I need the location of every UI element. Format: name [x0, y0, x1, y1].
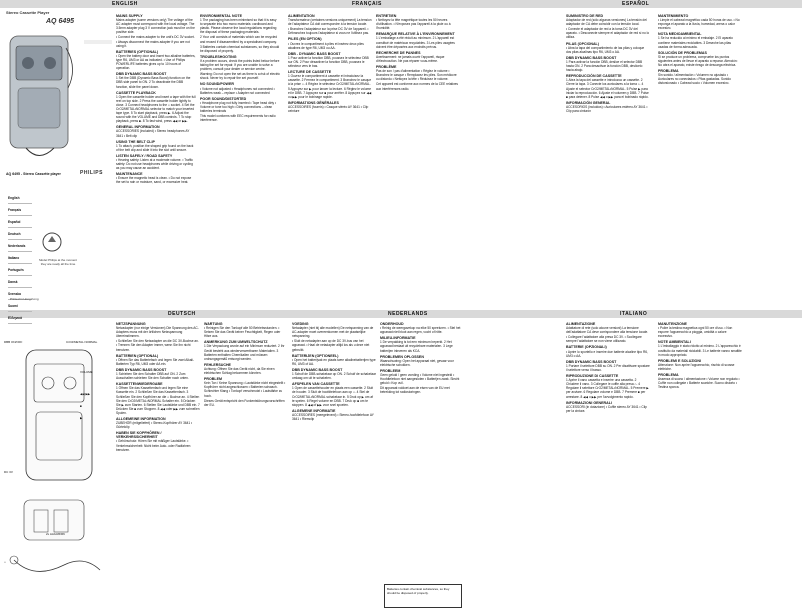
section-heading: SOLUCIÓN DE PROBLEMAS: [658, 50, 707, 55]
decor-strip: [84, 40, 112, 44]
paragraph: 1 Die Verpackung wurde auf ein Minimum reduziert. 2 Ihr Gerät besteht aus wiederverwertbaren Materialien. 3 Batterien enthalten Chemikalien und müssen ordnungsgemäß entsorgt werden.: [204, 344, 285, 361]
nav-item-italiano[interactable]: Italiano: [8, 252, 32, 264]
section-heading: HABEN SIE KOPFHÖREN / VERKEHRSSICHERHEIT: [116, 431, 162, 440]
section-heading: MANUTENZIONE: [658, 322, 687, 326]
section-heading: DBB DYNAMIC BASS BOOST: [566, 359, 617, 364]
printed-in: Printed in Hong Kong: [10, 297, 39, 301]
paragraph: 3 Batteries contain chemical substances, so they should be disposed of properly.: [200, 44, 280, 53]
section-heading: PROBLEM: [204, 377, 222, 382]
paragraph: Pas de son / pas d'alimentation • Réglez le volume • Branchez le casque • Remplacez les piles. Son médiocre ou distordu • Nettoyez la tête • Réduisez le volume.: [376, 69, 457, 82]
recycle-icon: [40, 230, 64, 254]
section-heading: PROBLEMI E SOLUZIONI: [658, 358, 701, 363]
paragraph: 1 Open de cassettehouder en plaats een cassette. 2 Sluit de houder. 3 Sluit de hoofdtelefoon aan op ⌂. 4 Stel de CrO2/METAL•NORMAL schakelaar in. 5 Druk op ▶ om af te spelen. 6 Regel volume en DBB. 7 Druk op ■ om te stoppen. 8 ◀◀ of ▶▶ voor snel spoelen.: [292, 386, 373, 407]
paragraph: • Ouvrez le compartiment à piles et insérez deux piles alcalines de type R6, UM3 ou AA.: [288, 41, 364, 50]
it-column-2: [658, 320, 742, 612]
label-wind: ◀◀ ▶▶: [80, 392, 91, 396]
section-heading: PROBLEMA: [658, 69, 679, 74]
paragraph: 1 Schuif de DBB-schakelaar op ON. 2 Schuif de schakelaar omlaag om uit te schakelen.: [292, 372, 376, 381]
paragraph: ACCESSOIRES (fournis) • Casque stéréo AY 3641 • Clip ceinture: [288, 104, 369, 113]
paragraph: • Volume not adjusted • Headphones not connected • Batteries weak – replace • Adapter not connected: [200, 86, 275, 95]
fr-column-2: [376, 12, 460, 308]
en-column-2: [200, 12, 280, 308]
paragraph: • Conecte el adaptador de red a la toma DC 3V del aparato. • Desconecte siempre el adaptador de red si no lo utiliza.: [566, 27, 650, 40]
paragraph: • Open het batterijvak en plaats twee alkalinebatterijen type R6, UM3 of AA.: [292, 357, 376, 366]
cover-subtitle: Stereo Cassette Player: [6, 10, 50, 15]
section-heading: LECTURE DE CASSETTE: [288, 70, 332, 75]
paragraph: ACCESORIOS (incluidos) • Auriculares estéreo AY 3641 • Clip para cinturón: [566, 104, 648, 113]
paragraph: 1 Abra la tapa del cassette e introduzca un cassette. 2 Cierre la tapa. 3 Conecte los auriculares a la toma ⌂. 4 Ajuste el selector CrO2/METAL•NORMAL. 5 Pulse ▶ para iniciar la reproducción. 6 Ajuste el volumen y DBB. 7 Pulse ■ para detener. 8 Pulse ◀◀ o ▶▶ para el bobinado rápido.: [566, 78, 649, 99]
section-heading: ALLGEMEINE INFORMATION: [116, 416, 166, 421]
section-heading: ALIMENTAZIONE: [566, 322, 596, 326]
lang-header-it: ITALIANO: [620, 311, 648, 317]
paragraph: 1 Schieben Sie den Schalter DBB auf ON. 2 Zum Ausschalten schieben Sie den Schalter nach unten.: [116, 372, 189, 381]
section-heading: MANTENIMIENTO: [658, 14, 689, 18]
paragraph: • Öffnen Sie das Batteriefach und legen Sie zwei Alkali-Batterien Typ R6, UM3 oder AA ein.: [116, 357, 194, 366]
en-column-1: [116, 12, 196, 308]
section-heading: ENVIRONMENTAL NOTE: [200, 14, 242, 18]
section-heading: PROBLEMA: [658, 373, 679, 378]
paragraph: • Reinigen Sie den Tonkopf alle 50 Betriebsstunden. • Setzen Sie das Gerät keiner Feuchtigkeit, Regen oder Hitze aus.: [204, 326, 281, 339]
section-heading: VOEDING: [292, 322, 309, 326]
paragraph: Achtung: Öffnen Sie das Gerät nicht, da Sie einen elektrischen Schlag bekommen könnten.: [204, 366, 275, 376]
section-heading: INFORMATIONS GÉNÉRALES: [288, 100, 339, 105]
section-heading: CASSETTE PLAYBACK: [116, 90, 156, 95]
nav-item-portugues[interactable]: Português: [8, 264, 32, 276]
paragraph: Waarschuwing: Open het apparaat niet, gevaar voor elektrische schokken.: [380, 358, 454, 367]
es-column-2: [658, 12, 742, 308]
philips-logo: PHILIPS: [80, 170, 103, 176]
es-column-1: [566, 12, 650, 308]
label-volume: VOLUME: [80, 370, 93, 374]
paragraph: Geen geluid / geen voeding • Volume niet ingesteld • Hoofdtelefoon niet aangesloten • Batterijen zwak. Slecht geluid • Kop vuil.: [380, 373, 460, 386]
section-heading: TROUBLESHOOTING: [200, 54, 237, 59]
paragraph: Transformateur (certaines versions uniquement) La tension de l'adaptateur CA doit correspondre à la tension locale.: [288, 18, 372, 27]
section-heading: POOR SOUND/DISTORTED: [200, 96, 247, 101]
nl-column-1: [292, 320, 376, 612]
section-heading: GENERAL INFORMATION: [116, 125, 160, 130]
paragraph: Dieses Gerät entspricht den Funkentstörungsvorschriften der EU.: [204, 398, 285, 407]
section-heading: SUMINISTRO DE RED: [566, 14, 604, 18]
paragraph: Attenzione: Non aprire l'apparecchio, rischio di scosse elettriche.: [658, 362, 735, 371]
paragraph: ACCESSORIES (included) • Stereo headphones AY 3641 • Belt clip: [116, 129, 190, 138]
section-heading: ANMERKUNG ZUM UMWELTSCHUTZ: [204, 340, 268, 345]
paragraph: • Schließen Sie den Netzadapter an die DC 3V-Buchse an. • Trennen Sie den Adapter immer, wenn Sie ihn nicht benutzen.: [116, 339, 199, 352]
section-heading: ALIMENTATION: [288, 14, 315, 18]
paragraph: • Headphone plug not fully inserted • Tape head dirty • Volume or tone too high • Dirty connections – clean batteries terminals: [200, 100, 277, 113]
cassette-player-illustration: [6, 28, 78, 168]
paragraph: • Aprire lo sportello e inserire due batterie alcaline tipo R6, UM3 o AA.: [566, 349, 648, 358]
section-heading: PROBLEMEN OPLOSSEN: [380, 354, 424, 359]
paragraph: If a problem occurs, check the points listed below before taking the set for repair. If you are unable to solve a problem, consult your dealer or service centre.: [200, 58, 280, 72]
fr-column-1: [288, 12, 372, 308]
paragraph: • Limpie el cabezal magnético cada 50 horas de uso. • No exponga el aparato a la lluvia, humedad, arena o calor excesivo.: [658, 18, 740, 31]
section-heading: REPRODUCCIÓN DE CASSETTE: [566, 74, 622, 79]
section-heading: WARTUNG: [204, 322, 223, 326]
section-heading: REMARQUE RELATIVE À L'ENVIRONNEMENT: [376, 32, 455, 37]
paragraph: 1 To attach, position the shaped grip found on the back of the belt clip and slide it into the slot until secure.: [116, 143, 194, 152]
language-nav: [8, 192, 32, 324]
paragraph: • Hearing safety: Listen at a moderate volume. • Traffic safety: Do not use headphones while driving or cycling as you may cause an accident.: [116, 158, 193, 171]
it-column-1: [566, 320, 650, 612]
paragraph: Avertissement: ne jamais ouvrir l'appareil, risque d'électrocution. Ne pas réparer vous-même.: [376, 54, 445, 63]
label-stop: ■: [80, 404, 82, 408]
de-column-1: [116, 320, 200, 612]
section-heading: BATTERIJEN (OPTIONEEL): [292, 353, 339, 358]
section-heading: BATTERIEN (OPTIONAL): [116, 353, 159, 358]
paragraph: Sin sonido / alimentación • Volumen no ajustado • Auriculares no conectados • Pilas gastadas. Sonido distorsionado • Cabezal sucio • Volumen excesivo.: [658, 73, 731, 86]
paragraph: Mains adapter (some versions only) The voltage of the AC adapter must correspond with the local voltage. The 3.5mm adapter plug 3 V connection jack must be on the positive side.: [116, 18, 195, 35]
paragraph: 1 De verpakking is tot een minimum beperkt. 2 Het apparaat bestaat uit recyclebare materialen. 3 Lege batterijen inleveren als KCA.: [380, 340, 453, 353]
section-heading: KASSETTENWIEDERGABE: [116, 382, 163, 387]
section-heading: INFORMACIÓN GENERAL: [566, 100, 611, 105]
section-heading: PROBLÈME: [376, 65, 397, 70]
section-heading: MAINS SUPPLY: [116, 14, 143, 18]
lang-header-fr: FRANÇAIS: [352, 1, 382, 7]
lang-header-nl: NEDERLANDS: [388, 311, 428, 317]
nav-item-dansk[interactable]: Dansk: [8, 276, 32, 288]
section-heading: DBB DYNAMIC BASS BOOST: [116, 367, 167, 372]
label-dbb: DBB ON/OFF: [4, 340, 23, 344]
paragraph: ACCESSORI (in dotazione) • Cuffie stereo AY 3641 • Clip per la cintura: [566, 404, 647, 413]
paragraph: 1 The packaging has been minimised so that it is easy to separate into two mono materials: cardboard and plastic. Please observe the local regulations regarding the disposal of these packaging materials.: [200, 18, 277, 35]
player-controls-drawing: [4, 330, 114, 610]
paragraph: • Reinig de weergavekop na elke 50 speeluren. • Stel het apparaat niet bloot aan regen, vocht of hitte.: [380, 326, 461, 335]
section-heading: DBB - DYNAMIC BASS BOOST: [288, 51, 341, 56]
lang-header-es: ESPAÑOL: [622, 1, 650, 7]
paragraph: 1 Se ha reducido al mínimo el embalaje. 2 El aparato contiene materiales reciclables. 3 Deseche las pilas usadas de forma adecuada.: [658, 36, 733, 49]
nav-item-nederlands[interactable]: Nederlands: [8, 240, 32, 252]
label-phones: ⌂: [4, 560, 6, 564]
paragraph: • Collegare l'adattatore alla presa DC 3V. • Scollegare sempre l'adattatore se non viene utilizzato.: [566, 335, 642, 344]
label-tape-select: CrO2/METAL NORMAL: [66, 340, 98, 344]
paragraph: Assenza di suono / alimentazione • Volume non regolato • Cuffie non collegate • Batterie scariche. Suono distorto • Testina sporca.: [658, 377, 740, 390]
lang-header-en: ENGLISH: [112, 1, 138, 7]
section-heading: DBB DYNAMIC BASS BOOST: [292, 367, 343, 372]
section-heading: MILIEU-INFORMATIE: [380, 336, 416, 341]
nav-item-francais[interactable]: Français: [8, 204, 32, 216]
nav-item-english[interactable]: English: [8, 192, 32, 204]
section-heading: DBB DYNAMIC BASS BOOST: [566, 55, 617, 60]
paragraph: This model conforms with EEC requirements for radio interference.: [200, 114, 276, 123]
section-heading: NO SOUND/POWER: [200, 82, 234, 87]
paragraph: 1 Portare il selettore DBB su ON. 2 Per disattivare spostare il selettore verso il basso.: [566, 363, 650, 372]
paragraph: 1 Open the cassette holder and insert a tape with the full reel on top side. 2 Press the cassette holder lightly to close. 3 Connect headphones to the ⌂ socket. 4 Set the CrO2/METAL•NORMAL selector to match your inserted tape type. 5 To start playback, press ▶. 6 Adjust the sound with the VOLUME and DBB controls. 7 To stop playback, press ■. 8 To fast wind, press ◀◀ or ▶▶.: [116, 94, 196, 124]
paragraph: • Gehörschutz: Hören Sie mit mäßiger Lautstärke. • Verkehrssicherheit: Nicht beim Auto- oder Radfahren benutzen.: [116, 439, 191, 452]
battery-warning-box: [384, 584, 462, 608]
section-heading: PILAS (OPCIONAL): [566, 41, 599, 46]
section-heading: RECHERCHE DE PANNES: [376, 50, 421, 55]
paragraph: 2 Your unit consists of materials which can be recycled and reused if disassembled by a specialised company.: [200, 35, 278, 44]
paragraph: 1 Öffnen Sie das Kassettenfach und legen Sie eine Kassette ein. 2 Schließen Sie das Kassettenfach. 3 Schließen Sie den Kopfhörer an die ⌂ Buchse an. 4 Stellen Sie den CrO2/METAL•NORMAL Schalter ein. 5 Drücken Sie ▶ zum Starten. 6 Stellen Sie Lautstärke und DBB ein. 7 Drücken Sie ■ zum Stoppen. 8 ◀◀ oder ▶▶ zum schnellen Spulen.: [116, 386, 200, 415]
cover-model: AQ 6495: [46, 18, 75, 25]
section-heading: PILES (EN OPTION): [288, 37, 322, 42]
section-heading: ONDERHOUD: [380, 322, 404, 326]
section-heading: NOTA MEDIOAMBIENTAL: [658, 32, 702, 37]
section-heading: NOTE AMBIENTALI: [658, 340, 691, 345]
paragraph: ACCESSOIRES (meegeleverd) • Stereo-hoofdtelefoon AY 3641 • Riemclip: [292, 412, 374, 421]
paragraph: Netadapter (niet bij alle modellen) De netspanning van de AC-adapter moet overeenkomen met de plaatselijke netspanning.: [292, 326, 374, 339]
nl-column-2: [380, 320, 464, 612]
cover-model-label: AQ 6495 - Stereo Cassette player: [6, 172, 61, 176]
section-heading: LISTEN SAFELY / ROAD SAFETY: [116, 153, 173, 158]
paragraph: • Pulire la testina magnetica ogni 50 ore d'uso. • Non esporre l'apparecchio a pioggia, umidità o calore eccessivo.: [658, 326, 733, 339]
paragraph: • Open the battery door and insert two alkaline batteries, type R6, UM3 or AA as indicated. • Use of Philips POWERLIFE batteries gives up to 10 hours of operation.: [116, 53, 196, 71]
paragraph: 1 Para activar la función DBB, deslice el selector DBB hasta ON. 2 Para desactivar la función DBB, deslícelo hacia abajo.: [566, 59, 643, 73]
paragraph: Warning: Do not open the set as there is a risk of electric shock. Never try to repair the set yourself.: [200, 72, 280, 81]
paragraph: 1 L'imballaggio è stato ridotto al minimo. 2 L'apparecchio è costituito da materiali riciclabili. 3 Le batterie vanno smaltite in modo appropriato.: [658, 344, 742, 357]
paragraph: 1 L'emballage a été réduit au minimum. 2 L'appareil est constitué de matériaux recyclables. 3 Les piles usagées doivent être déposées aux endroits prévus.: [376, 36, 455, 49]
label-batteries: 2x AA/LR6/R6: [46, 532, 65, 536]
paragraph: • Branchez l'adaptateur sur la prise DC 3V de l'appareil. • Débranchez toujours l'adaptateur si vous ne l'utilisez pas.: [288, 27, 369, 36]
nav-item-espanol[interactable]: Español: [8, 216, 32, 228]
section-heading: INFORMAZIONI GENERALI: [566, 400, 612, 405]
paragraph: Kein Ton / Keine Spannung • Lautstärke nicht eingestellt • Kopfhörer nicht angeschlossen • Batterien schwach. Schlechter Klang • Tonkopf verschmutzt • Lautstärke zu hoch.: [204, 381, 286, 398]
lang-header-de: DEUTSCH: [168, 311, 196, 317]
section-heading: DBB DYNAMIC BASS BOOST: [116, 72, 167, 77]
label-play: ▶: [80, 416, 83, 420]
cover-note: Model Philips at the moment they are ready all the time: [39, 258, 77, 266]
section-heading: BATTERIES (OPTIONAL): [116, 49, 159, 54]
de-column-2: [204, 320, 288, 612]
section-heading: BATTERIE (OPZIONALI): [566, 345, 607, 350]
section-heading: NETZSPANNUNG: [116, 322, 146, 326]
paragraph: Cet appareil est conforme aux normes de la CEE relatives aux interférences radio.: [376, 82, 459, 91]
section-heading: AFSPELEN VAN CASSETTE: [292, 382, 340, 387]
nav-item-suomi[interactable]: Suomi: [8, 300, 32, 312]
paragraph: Dit apparaat voldoet aan de eisen van de EU met betrekking tot radiostoringen.: [380, 386, 450, 395]
paragraph: Netzadapter (nur einige Versionen) Die Spannung des AC-Adapters muss mit der örtlichen Netzspannung übereinstimmen.: [116, 326, 199, 339]
section-heading: MAINTENANCE: [116, 172, 143, 177]
paragraph: • Sluit de netadapter aan op de DC 3V-bus van het apparaat. • Haal de netadapter altijd los als u deze niet gebruikt.: [292, 339, 370, 352]
nav-item-svenska[interactable]: Svenska: [8, 288, 32, 300]
paragraph: Adaptador de red (sólo algunas versiones) La tensión del adaptador de CA debe coincidir con la tensión local.: [566, 18, 647, 27]
label-dc: DC 3V: [4, 470, 13, 474]
nav-item-greek[interactable]: Ελληνικά: [8, 312, 32, 324]
paragraph: • Abra la tapa del compartimiento de las pilas y coloque dos pilas alcalinas tipo R6, UM3 o AA.: [566, 45, 645, 54]
paragraph: Adattatore di rete (solo alcune versioni) La tensione dell'adattatore CA deve corrispondere alla tensione locale.: [566, 326, 649, 335]
paragraph: • Nettoyez la tête magnétique toutes les 50 heures d'utilisation. • N'exposez pas l'appareil à la pluie ou à l'humidité.: [376, 18, 451, 31]
section-heading: ENTRETIEN: [376, 14, 397, 18]
section-heading: PROBLEEM: [380, 368, 401, 373]
paragraph: • Ensure the magnetic head is clean. • Do not expose the set to rain or moisture, sand, or excessive heat.: [116, 176, 192, 185]
nav-item-deutsch[interactable]: Deutsch: [8, 228, 32, 240]
battery-warning-text: Batteries contain chemical substances, so they should be disposed of properly.: [387, 587, 450, 595]
paragraph: Si se produce un problema, compruebe los puntos siguientes antes de llevar el aparato a reparar. Atención: No abra el aparato, existe riesgo de descarga eléctrica.: [658, 54, 738, 68]
paragraph: 1 Pour activer la fonction DBB, poussez le sélecteur DBB sur ON. 2 Pour désactiver la fonction DBB, poussez le sélecteur vers le bas.: [288, 55, 369, 69]
section-heading: RIPRODUZIONE DI CASSETTE: [566, 374, 619, 379]
section-heading: ALGEMENE INFORMATIE: [292, 408, 336, 413]
section-heading: FEHLERSUCHE: [204, 362, 231, 367]
paragraph: 1 Aprire il vano cassetta e inserire una cassetta. 2 Chiudere il vano. 3 Collegare le cuffie alla presa ⌂. 4 Regolare il selettore CrO2/METAL•NORMAL. 5 Premere ▶ per avviare. 6 Regolare volume e DBB. 7 Premere ■ per arrestare. 8 ◀◀ o ▶▶ per l'avvolgimento rapido.: [566, 378, 649, 399]
paragraph: ZUBEHÖR (mitgeliefert) • Stereo-Kopfhörer AY 3641 • Gürtelclip: [116, 421, 193, 430]
paragraph: 1 Set the DBB (Dynamic Bass Boost) function on the DBB side panel to ON. 2 To deactivate the DBB function, slide the panel down.: [116, 76, 191, 89]
section-heading: USING THE BELT CLIP: [116, 139, 155, 144]
paragraph: 1 Ouvrez le compartiment à cassette et introduisez la cassette. 2 Fermez le compartiment. 3 Branchez le casque à la prise ⌂. 4 Réglez le sélecteur CrO2/METAL•NORMAL. 5 Appuyez sur ▶ pour lancer la lecture. 6 Réglez le volume et le DBB. 7 Appuyez sur ■ pour arrêter. 8 Appuyez sur ◀◀ ou ▶▶ pour le bobinage rapide.: [288, 74, 372, 99]
paragraph: • Connect the mains adapter to the unit's DC 3V socket. • Always disconnect the mains adapter if you are not using it.: [116, 35, 195, 48]
